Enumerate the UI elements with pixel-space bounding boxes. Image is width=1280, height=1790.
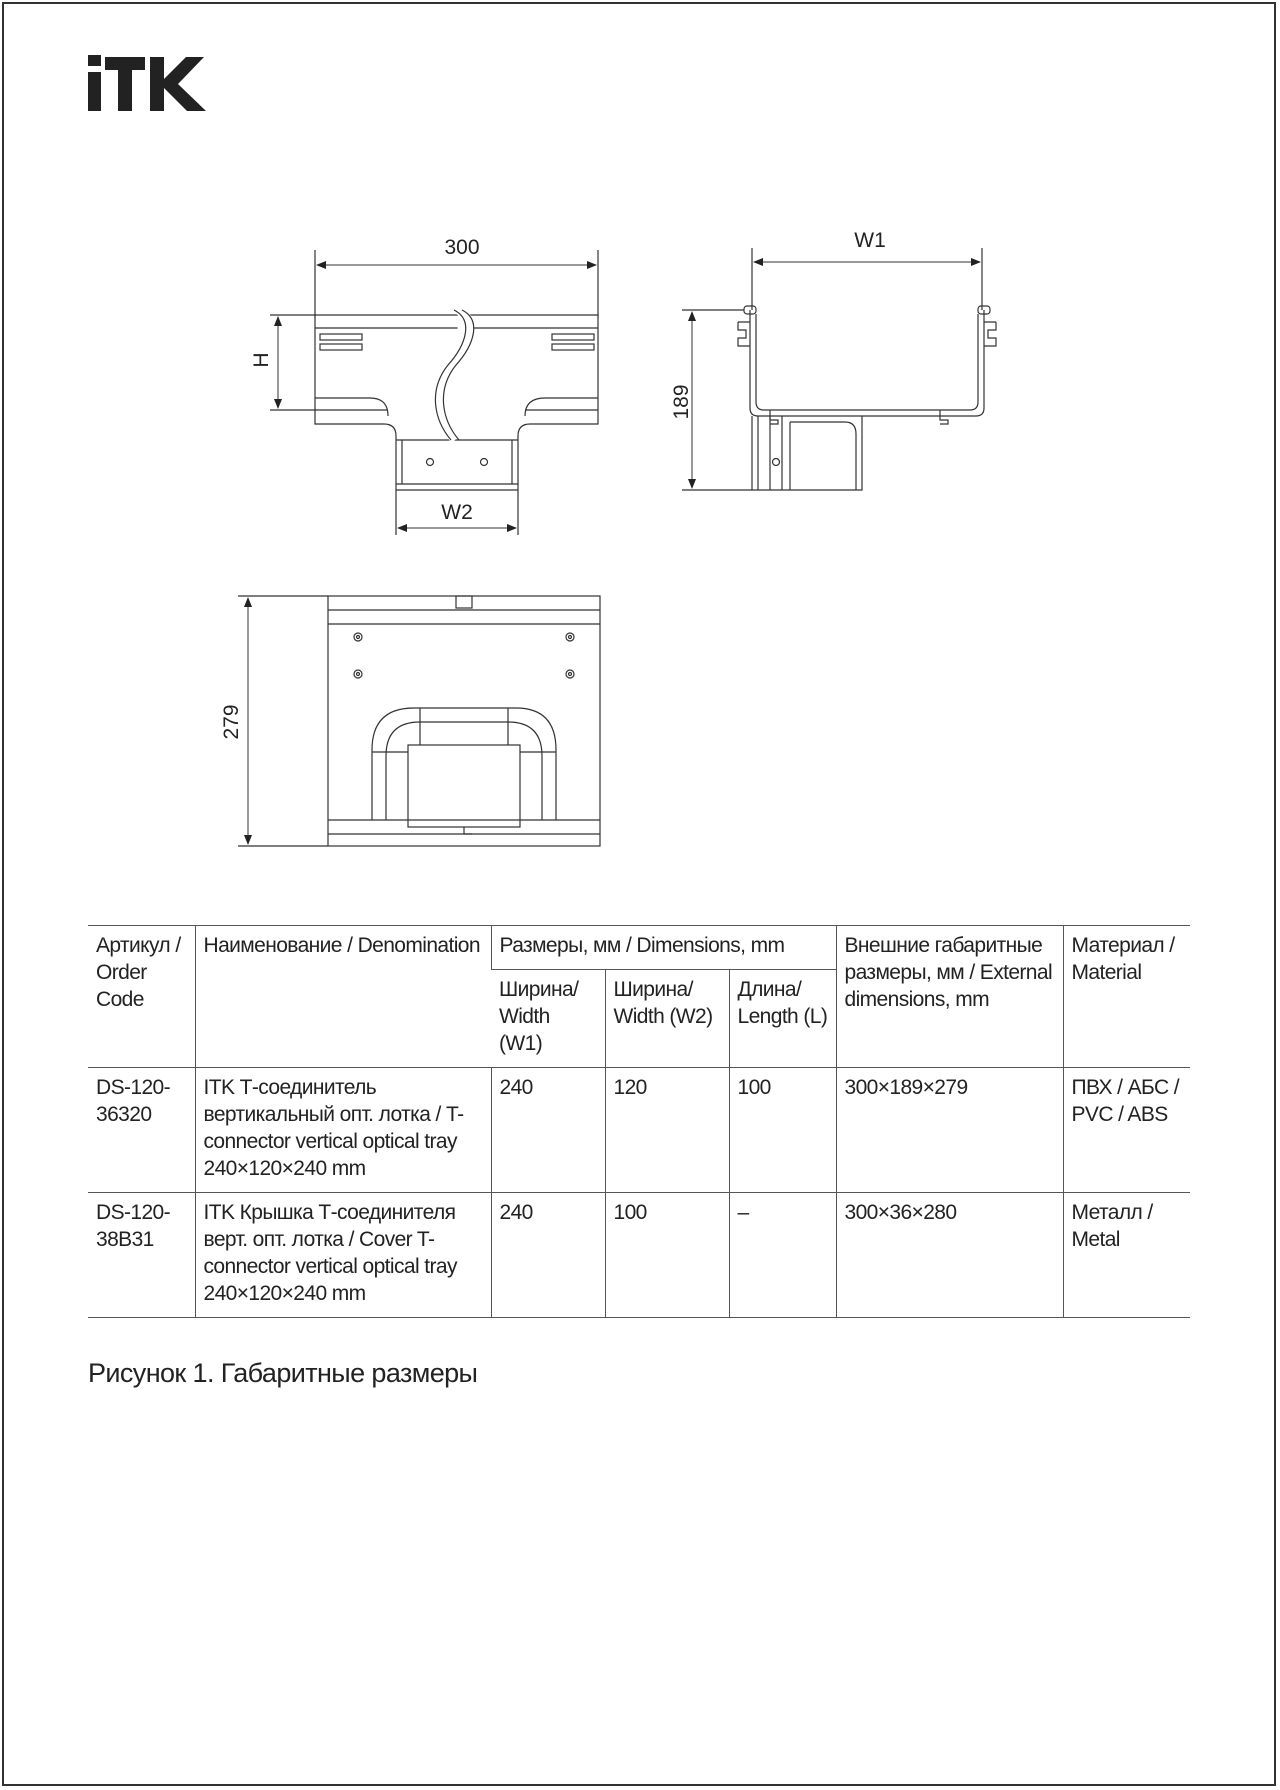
side-view [682, 248, 996, 490]
header-order-code: Артикул / Order Code [88, 926, 195, 1068]
spec-table [88, 925, 1190, 1318]
header-dimensions: Размеры, мм / Dimensions, mm [491, 926, 836, 970]
header-width1: Ширина/ Width (W1) [491, 970, 605, 1068]
table-row [88, 1193, 1190, 1318]
cell-code: DS-120-38B31 [88, 1193, 195, 1318]
cell-w1: 240 [491, 1068, 605, 1193]
cell-material: ПВХ / АБС / PVC / ABS [1063, 1068, 1190, 1193]
cell-w2: 120 [605, 1068, 729, 1193]
cell-w1: 240 [491, 1193, 605, 1318]
cell-length: 100 [729, 1068, 836, 1193]
cell-w2: 100 [605, 1193, 729, 1318]
dim-label-h: H [250, 352, 273, 368]
cell-name: ITK Крышка Т-соединителя верт. опт. лотка / Cover T-connector vertical optical tray 240×120×240 mm [195, 1193, 491, 1318]
dim-label-189: 189 [670, 384, 693, 420]
cell-external: 300×189×279 [836, 1068, 1063, 1193]
cell-length: – [729, 1193, 836, 1318]
dim-label-300: 300 [444, 236, 480, 259]
cell-material: Металл / Metal [1063, 1193, 1190, 1318]
top-view [270, 250, 598, 535]
technical-drawing [0, 0, 1280, 880]
dim-label-279: 279 [220, 704, 243, 740]
dim-label-w1: W1 [854, 229, 886, 252]
header-width2: Ширина/ Width (W2) [605, 970, 729, 1068]
dim-label-w2: W2 [441, 501, 473, 524]
header-external: Внешние габаритные размеры, мм / External dimensions, mm [836, 926, 1063, 1068]
cell-name: ITK Т-соединитель вертикальный опт. лотка / T-connector vertical optical tray 240×120×240 mm [195, 1068, 491, 1193]
header-length: Длина/ Length (L) [729, 970, 836, 1068]
header-material: Материал / Material [1063, 926, 1190, 1068]
cell-code: DS-120-36320 [88, 1068, 195, 1193]
table-row [88, 1068, 1190, 1193]
header-denomination: Наименование / Denomination [195, 926, 491, 1068]
cell-external: 300×36×280 [836, 1193, 1063, 1318]
figure-caption: Рисунок 1. Габаритные размеры [88, 1358, 478, 1388]
front-view [238, 596, 600, 846]
